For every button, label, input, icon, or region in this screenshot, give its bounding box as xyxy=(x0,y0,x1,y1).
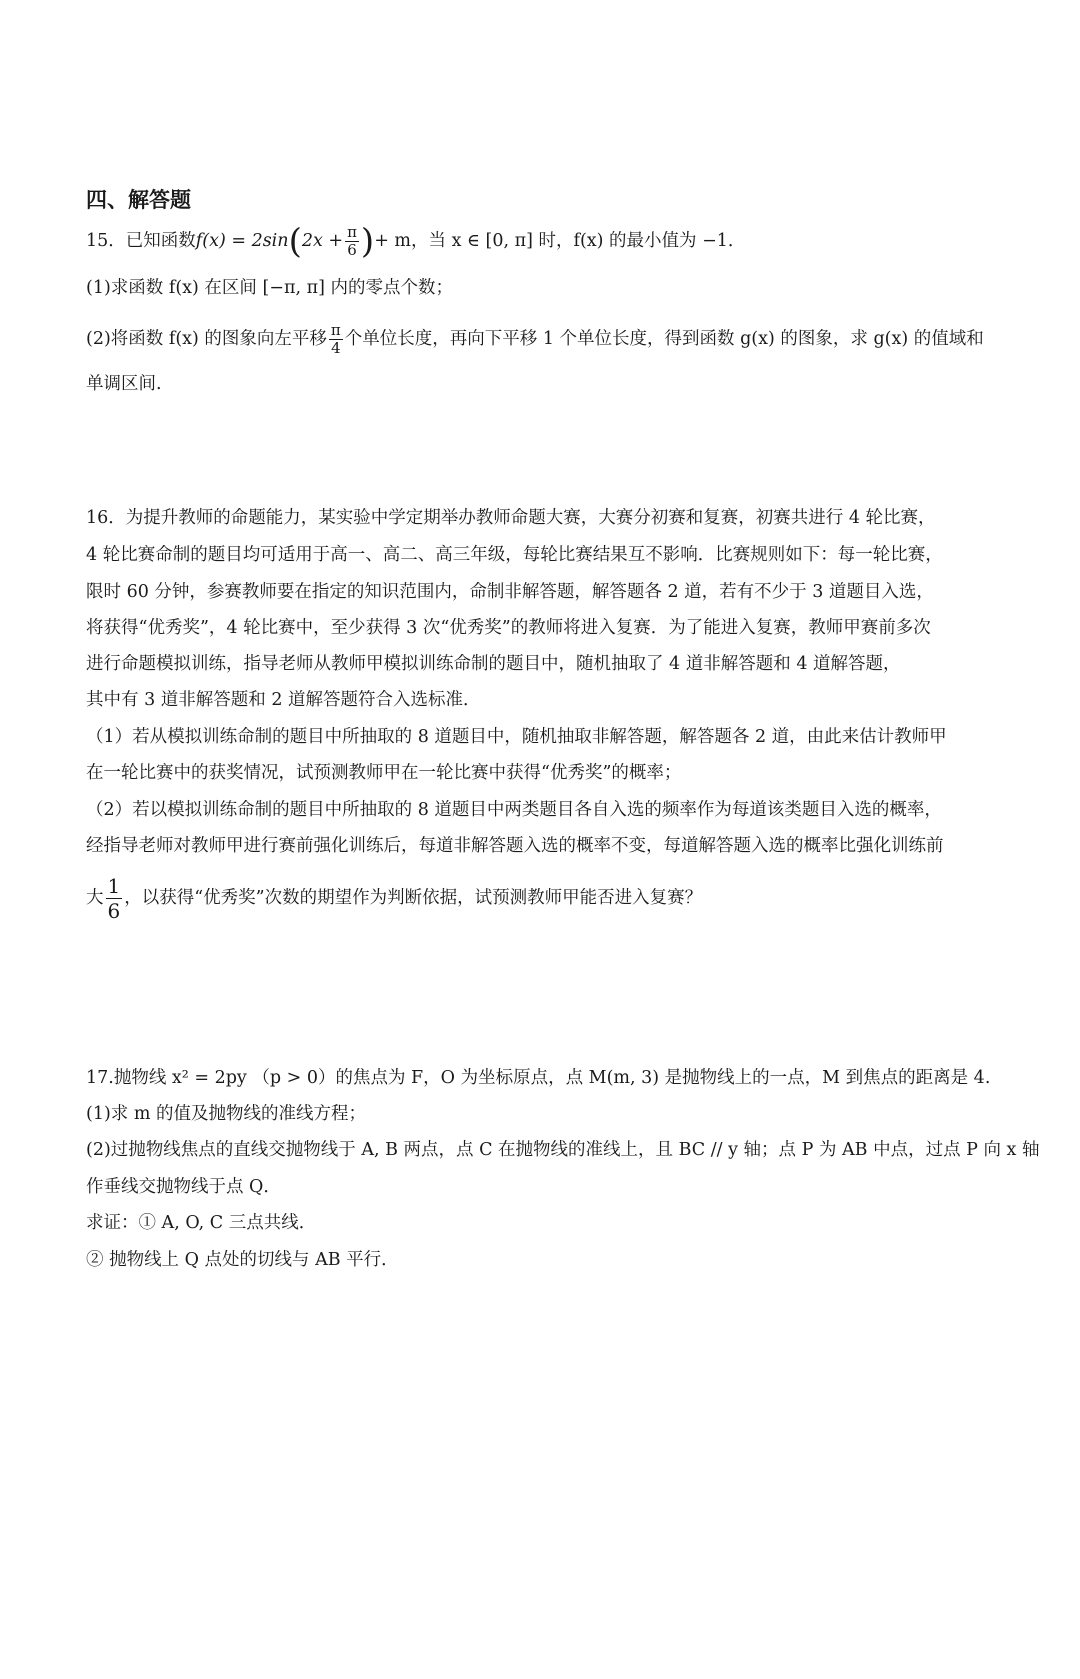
q16-line3: 限时 60 分钟，参赛教师要在指定的知识范围内，命制非解答题，解答题各 2 道，若有不少于 3 道题目入选， xyxy=(86,582,934,602)
q16-line1: 16．为提升教师的命题能力，某实验中学定期举办教师命题大赛，大赛分初赛和复赛，初赛共进行 4 轮比赛， xyxy=(86,508,936,528)
q15-stem-f: f(x) = 2sin xyxy=(195,231,289,251)
q16-part1-b: 在一轮比赛中的获奖情况，试预测教师甲在一轮比赛中获得“优秀奖”的概率； xyxy=(86,763,682,783)
q15-part2-a: (2)将函数 f(x) 的图象向左平移 xyxy=(86,329,327,349)
q15-part1: (1)求函数 f(x) 在区间 [−π, π] 内的零点个数； xyxy=(86,278,453,298)
q15-stem-inner: 2x + xyxy=(301,231,344,251)
q17-line2: (1)求 m 的值及抛物线的准线方程； xyxy=(86,1104,367,1124)
q16-part2-b: 经指导老师对教师甲进行赛前强化训练后，每道非解答题入选的概率不变，每道解答题入选的概率比强化训练前 xyxy=(86,836,944,856)
q15-stem-a: 15．已知函数 xyxy=(86,231,196,251)
q17-line3: (2)过抛物线焦点的直线交抛物线于 A, B 两点，点 C 在抛物线的准线上，且 BC // y 轴；点 P 为 AB 中点，过点 P 向 x 轴 xyxy=(86,1140,1040,1160)
q16-line2: 4 轮比赛命制的题目均可适用于高一、高二、高三年级，每轮比赛结果互不影响．比赛规则如下：每一轮比赛， xyxy=(86,545,943,565)
q16-line5: 进行命题模拟训练，指导老师从教师甲模拟训练命制的题目中，随机抽取了 4 道非解答题和 4 道解答题， xyxy=(86,654,901,674)
one-sixth-fraction: $\frac{1}{6}$ xyxy=(107,874,121,923)
q16-part2-c xyxy=(86,874,702,923)
q16-part2-a: （2）若以模拟训练命制的题目中所抽取的 8 道题目中两类题目各自入选的频率作为每道该类题目入选的概率， xyxy=(86,800,942,820)
q16-part2-c-post: ，以获得“优秀奖”次数的期望作为判断依据，试预测教师甲能否进入复赛？ xyxy=(124,888,703,908)
left-paren: ( xyxy=(288,221,302,262)
pi-over-six-fraction: $\frac{\pi}{6}$ xyxy=(347,223,357,259)
right-paren: ) xyxy=(360,221,375,262)
q15-stem-b: + m，当 x ∈ [0, π] 时，f(x) 的最小值为 −1． xyxy=(374,231,746,251)
section-title: 四、解答题 xyxy=(86,188,191,212)
q17-line5: 求证：① A, O, C 三点共线． xyxy=(86,1213,317,1233)
q16-part2-c-pre: 大 xyxy=(86,888,104,908)
q16-line6: 其中有 3 道非解答题和 2 道解答题符合入选标准． xyxy=(86,690,481,710)
q15-part2 xyxy=(86,322,984,357)
q17-line1: 17.抛物线 x² = 2py （p > 0）的焦点为 F，O 为坐标原点，点 M(m, 3) 是抛物线上的一点，M 到焦点的距离是 4. xyxy=(86,1068,991,1088)
q16-part1-a: （1）若从模拟训练命制的题目中所抽取的 8 道题目中，随机抽取非解答题，解答题各 2 道，由此来估计教师甲 xyxy=(86,727,947,747)
q15-part2-c: 单调区间. xyxy=(86,374,162,394)
q17-line6: ② 抛物线上 Q 点处的切线与 AB 平行． xyxy=(86,1250,399,1270)
q16-line4: 将获得“优秀奖”，4 轮比赛中，至少获得 3 次“优秀奖”的教师将进入复赛．为了能进入复赛，教师甲赛前多次 xyxy=(86,618,931,638)
q15-part2-b: 个单位长度，再向下平移 1 个单位长度，得到函数 g(x) 的图象，求 g(x) 的值域和 xyxy=(344,329,984,349)
q15-stem xyxy=(86,221,746,262)
q17-line4: 作垂线交抛物线于点 Q． xyxy=(86,1177,281,1197)
pi-over-four-fraction: $\frac{\pi}{4}$ xyxy=(330,321,341,357)
